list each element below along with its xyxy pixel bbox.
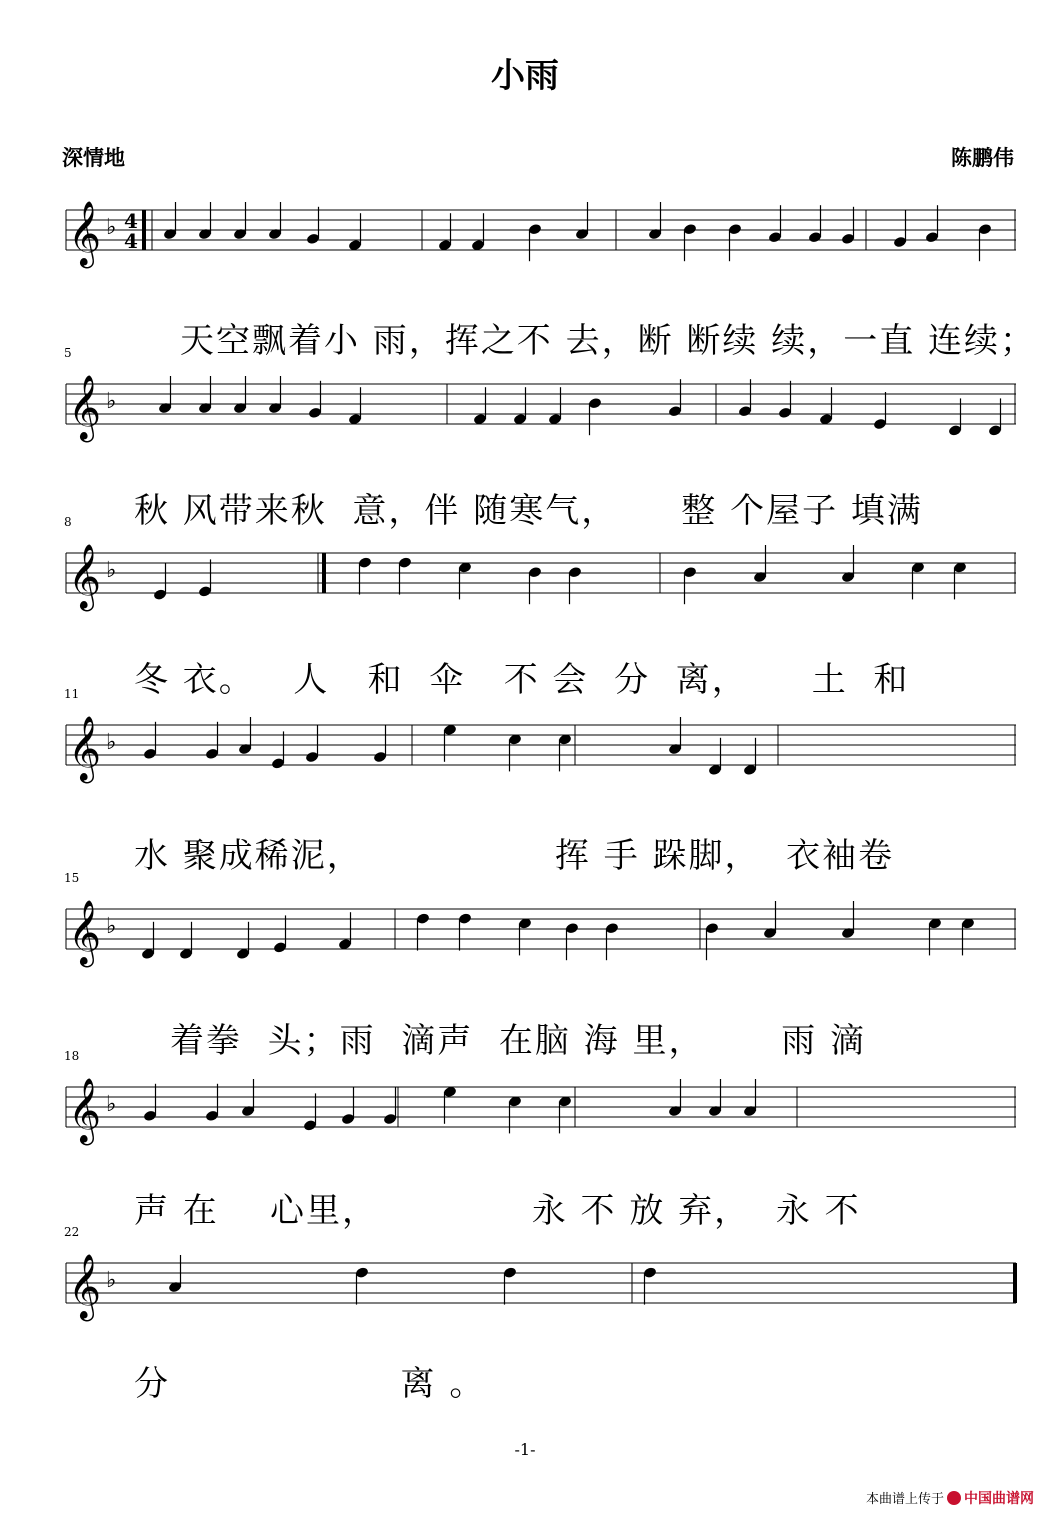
note: [518, 917, 532, 955]
measure-number: 18: [64, 1049, 80, 1063]
treble-clef-icon: 𝄞: [68, 900, 102, 965]
treble-clef-icon: 𝄞: [68, 544, 102, 609]
note: [513, 387, 527, 425]
staff-system: [0, 1233, 1050, 1343]
note: [605, 922, 619, 960]
note: [355, 1266, 369, 1304]
note: [683, 223, 697, 261]
note: [438, 213, 452, 251]
note: [268, 376, 282, 414]
staff-system: [0, 523, 1050, 633]
lyrics-line: 水 聚成稀泥， 挥 手 跺脚， 衣袖卷: [134, 836, 895, 876]
measure-number: 15: [64, 871, 80, 885]
note: [893, 210, 907, 248]
key-signature-flat-icon: ♭: [106, 558, 117, 583]
measure-number: 11: [64, 687, 80, 701]
note: [143, 722, 157, 760]
key-signature-flat-icon: ♭: [106, 1092, 117, 1117]
note: [163, 202, 177, 240]
staff-system: [0, 879, 1050, 989]
note: [205, 722, 219, 760]
key-signature-flat-icon: ♭: [106, 1268, 117, 1293]
treble-clef-icon: 𝄞: [68, 1254, 102, 1319]
key-signature-flat-icon: ♭: [106, 389, 117, 414]
note: [925, 205, 939, 243]
key-signature-flat-icon: ♭: [106, 215, 117, 240]
note: [348, 213, 362, 251]
note: [528, 566, 542, 604]
note: [588, 397, 602, 435]
staff-system: [0, 1057, 1050, 1167]
note: [928, 917, 942, 955]
note: [575, 202, 589, 240]
lyrics-line: 着拳 头；雨 滴声 在脑 海 里， 雨 滴: [170, 1021, 867, 1061]
note: [268, 202, 282, 240]
note: [233, 376, 247, 414]
treble-clef-icon: 𝄞: [68, 375, 102, 440]
composer: 陈鹏伟: [951, 146, 1014, 170]
note: [198, 559, 212, 597]
note: [743, 738, 757, 776]
footer-site: 中国曲谱网: [964, 1491, 1034, 1507]
note: [768, 205, 782, 243]
note: [819, 387, 833, 425]
note: [763, 901, 777, 939]
measure-number: 5: [64, 346, 72, 360]
note: [143, 1084, 157, 1122]
note: [443, 1086, 457, 1124]
note: [683, 566, 697, 604]
lyrics-line: 天空飘着小 雨，挥之不 去，断 断续 续，一直 连续；: [180, 321, 1037, 361]
key-signature-flat-icon: ♭: [106, 914, 117, 939]
key-signature-flat-icon: ♭: [106, 730, 117, 755]
note: [565, 922, 579, 960]
lyrics-line: 秋 风带来秋 意，伴 随寒气， 整 个屋子 填满: [134, 491, 923, 531]
note: [373, 725, 387, 763]
note: [668, 1079, 682, 1117]
note: [708, 1079, 722, 1117]
footer: [866, 1488, 1034, 1508]
note: [141, 922, 155, 960]
note: [528, 223, 542, 261]
note: [648, 202, 662, 240]
note: [808, 205, 822, 243]
note: [383, 1087, 397, 1125]
note: [271, 731, 285, 769]
treble-clef-icon: 𝄞: [68, 716, 102, 781]
note: [273, 915, 287, 953]
time-signature-denominator: 4: [124, 229, 138, 253]
note: [179, 922, 193, 960]
note: [236, 922, 250, 960]
note: [558, 733, 572, 771]
time-signature-numerator: 4: [124, 209, 138, 233]
measure-number: 22: [64, 1225, 80, 1239]
note: [705, 922, 719, 960]
note: [558, 1095, 572, 1133]
note: [198, 376, 212, 414]
note: [911, 561, 925, 599]
note: [168, 1255, 182, 1293]
note: [961, 917, 975, 955]
note: [153, 563, 167, 601]
tempo-marking: 深情地: [62, 146, 125, 170]
page-title: 小雨: [491, 56, 559, 96]
lyrics-line: 冬 衣。 人 和 伞 不 会 分 离， 土 和: [134, 660, 910, 700]
staff-system: [0, 695, 1050, 805]
note: [568, 566, 582, 604]
treble-clef-icon: 𝄞: [68, 201, 102, 266]
note: [398, 556, 412, 594]
note: [458, 912, 472, 950]
note: [241, 1079, 255, 1117]
note: [508, 1095, 522, 1133]
note: [668, 717, 682, 755]
note: [306, 207, 320, 245]
note: [458, 561, 472, 599]
footer-text: 本曲谱上传于: [865, 1492, 944, 1507]
note: [728, 223, 742, 261]
note: [841, 545, 855, 583]
note: [508, 733, 522, 771]
note: [341, 1087, 355, 1125]
staff-system: [0, 354, 1050, 464]
measure-number: 8: [64, 515, 72, 529]
lyrics-line: 声 在 心里， 永 不 放 弃， 永 不: [134, 1191, 861, 1231]
note: [158, 376, 172, 414]
note: [668, 379, 682, 417]
note: [338, 912, 352, 950]
note: [238, 717, 252, 755]
note: [348, 387, 362, 425]
note: [738, 379, 752, 417]
note: [473, 387, 487, 425]
page-number: -1-: [514, 1440, 536, 1459]
note: [416, 912, 430, 950]
note: [358, 556, 372, 594]
note: [308, 381, 322, 419]
note: [978, 223, 992, 261]
note: [471, 213, 485, 251]
lyrics-line: 分 离 。: [134, 1364, 486, 1404]
note: [443, 724, 457, 762]
note: [841, 901, 855, 939]
note: [305, 725, 319, 763]
note: [873, 392, 887, 430]
note: [198, 202, 212, 240]
note: [708, 738, 722, 776]
note: [548, 387, 562, 425]
note: [303, 1093, 317, 1131]
note: [233, 202, 247, 240]
note: [778, 381, 792, 419]
staff-system: [0, 180, 1050, 290]
note: [953, 561, 967, 599]
note: [841, 207, 855, 245]
note: [743, 1079, 757, 1117]
site-logo-icon: [947, 1491, 961, 1505]
note: [205, 1084, 219, 1122]
treble-clef-icon: 𝄞: [68, 1078, 102, 1143]
note: [643, 1266, 657, 1304]
note: [753, 545, 767, 583]
note: [503, 1266, 517, 1304]
